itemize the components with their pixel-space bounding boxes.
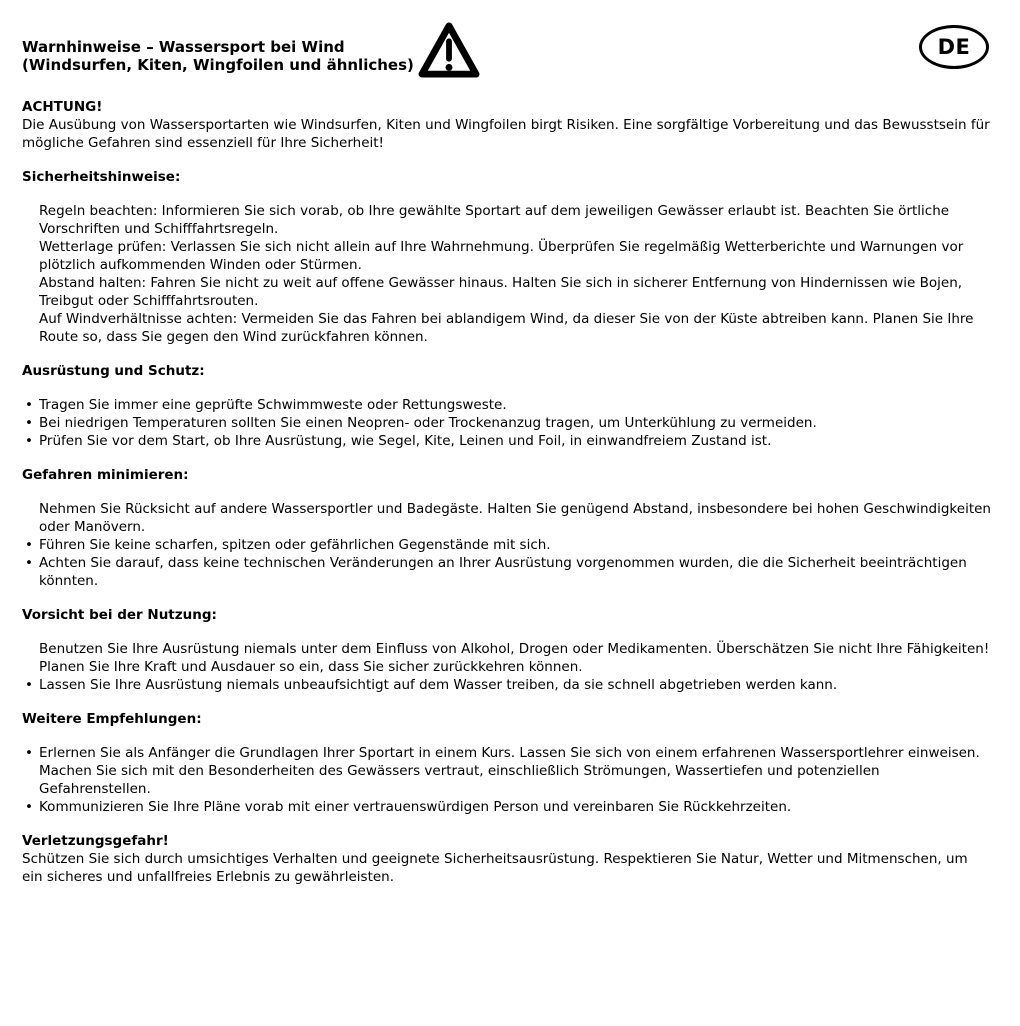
list-item: Auf Windverhältnisse achten: Vermeiden Sie das Fahren bei ablandigem Wind, da dieser Sie von der Küste abtreiben kann. Planen Sie Ihre Route so, dass Sie gegen den Wind zurückfahren können. (39, 311, 974, 345)
list-item: Machen Sie sich mit den Besonderheiten des Gewässers vertraut, einschließlich Strömungen, Wassertiefen und potenziellen Gefahrenstellen. (39, 763, 880, 797)
section-verletzung (22, 832, 992, 886)
list-item: Benutzen Sie Ihre Ausrüstung niemals unter dem Einfluss von Alkohol, Drogen oder Medikamenten. Überschätzen Sie nicht Ihre Fähigkeiten! Planen Sie Ihre Kraft und Ausdauer so ein, dass Sie sicher zurückkehren können. (39, 641, 990, 675)
paragraph: Schützen Sie sich durch umsichtiges Verhalten und geeignete Sicherheitsausrüstung. Respektieren Sie Natur, Wetter und Mitmenschen, um ein sicheres und unfallfreies Erlebnis zu gewährleisten. (22, 851, 968, 885)
language-badge (919, 25, 989, 69)
list-item: • Führen Sie keine scharfen, spitzen oder gefährlichen Gegenstände mit sich. (22, 536, 992, 554)
warning-triangle-icon (418, 21, 480, 79)
section-vorsicht (22, 606, 992, 694)
section-heading: ACHTUNG! (22, 99, 103, 115)
list-item: • Achten Sie darauf, dass keine technischen Veränderungen an Ihrer Ausrüstung vorgenommen wurden, die die Sicherheit beeinträchtigen könnten. (22, 554, 992, 590)
language-badge-label: DE (937, 35, 971, 59)
header (22, 35, 992, 79)
title-line-1: Warnhinweise – Wassersport bei Wind (22, 38, 345, 56)
title-line-2: (Windsurfen, Kiten, Wingfoilen und ähnliches) (22, 56, 414, 74)
list-item: • Erlernen Sie als Anfänger die Grundlagen Ihrer Sportart in einem Kurs. Lassen Sie sich von einem erfahrenen Wassersportlehrer einweisen. (22, 744, 992, 762)
section-heading: Ausrüstung und Schutz: (22, 363, 205, 379)
section-sicherheitshinweise (22, 168, 992, 346)
list-item: Nehmen Sie Rücksicht auf andere Wassersportler und Badegäste. Halten Sie genügend Abstand, insbesondere bei hohen Geschwindigkeiten oder Manövern. (39, 501, 991, 535)
paragraph: Die Ausübung von Wassersportarten wie Windsurfen, Kiten und Wingfoilen birgt Risiken. Eine sorgfältige Vorbereitung und das Bewusstsein für mögliche Gefahren sind essenziell für Ihre Sicherheit! (22, 117, 990, 151)
section-ausruestung (22, 362, 992, 450)
section-achtung (22, 98, 992, 152)
section-gefahren (22, 466, 992, 590)
section-weitere (22, 710, 992, 816)
list-item: • Kommunizieren Sie Ihre Pläne vorab mit einer vertrauenswürdigen Person und vereinbaren Sie Rückkehrzeiten. (22, 798, 992, 816)
list-item: Wetterlage prüfen: Verlassen Sie sich nicht allein auf Ihre Wahrnehmung. Überprüfen Sie regelmäßig Wetterberichte und Warnungen vor plötzlich aufkommenden Winden oder Stürmen. (39, 239, 964, 273)
list-item: Regeln beachten: Informieren Sie sich vorab, ob Ihre gewählte Sportart auf dem jeweiligen Gewässer erlaubt ist. Beachten Sie örtliche Vorschriften und Schifffahrtsregeln. (39, 203, 950, 237)
list-item: Abstand halten: Fahren Sie nicht zu weit auf offene Gewässer hinaus. Halten Sie sich in sicherer Entfernung von Hindernissen wie Bojen, Treibgut oder Schifffahrtsrouten. (39, 275, 963, 309)
section-heading: Gefahren minimieren: (22, 467, 189, 483)
list-item: • Prüfen Sie vor dem Start, ob Ihre Ausrüstung, wie Segel, Kite, Leinen und Foil, in einwandfreiem Zustand ist. (22, 432, 992, 450)
page-title (22, 38, 414, 74)
section-heading: Vorsicht bei der Nutzung: (22, 607, 217, 623)
list-item: • Tragen Sie immer eine geprüfte Schwimmweste oder Rettungsweste. (22, 396, 992, 414)
section-heading: Sicherheitshinweise: (22, 169, 181, 185)
list-item: • Lassen Sie Ihre Ausrüstung niemals unbeaufsichtigt auf dem Wasser treiben, da sie schnell abgetrieben werden kann. (22, 676, 992, 694)
section-heading: Weitere Empfehlungen: (22, 711, 202, 727)
section-heading: Verletzungsgefahr! (22, 833, 169, 849)
list-item: • Bei niedrigen Temperaturen sollten Sie einen Neopren- oder Trockenanzug tragen, um Unterkühlung zu vermeiden. (22, 414, 992, 432)
